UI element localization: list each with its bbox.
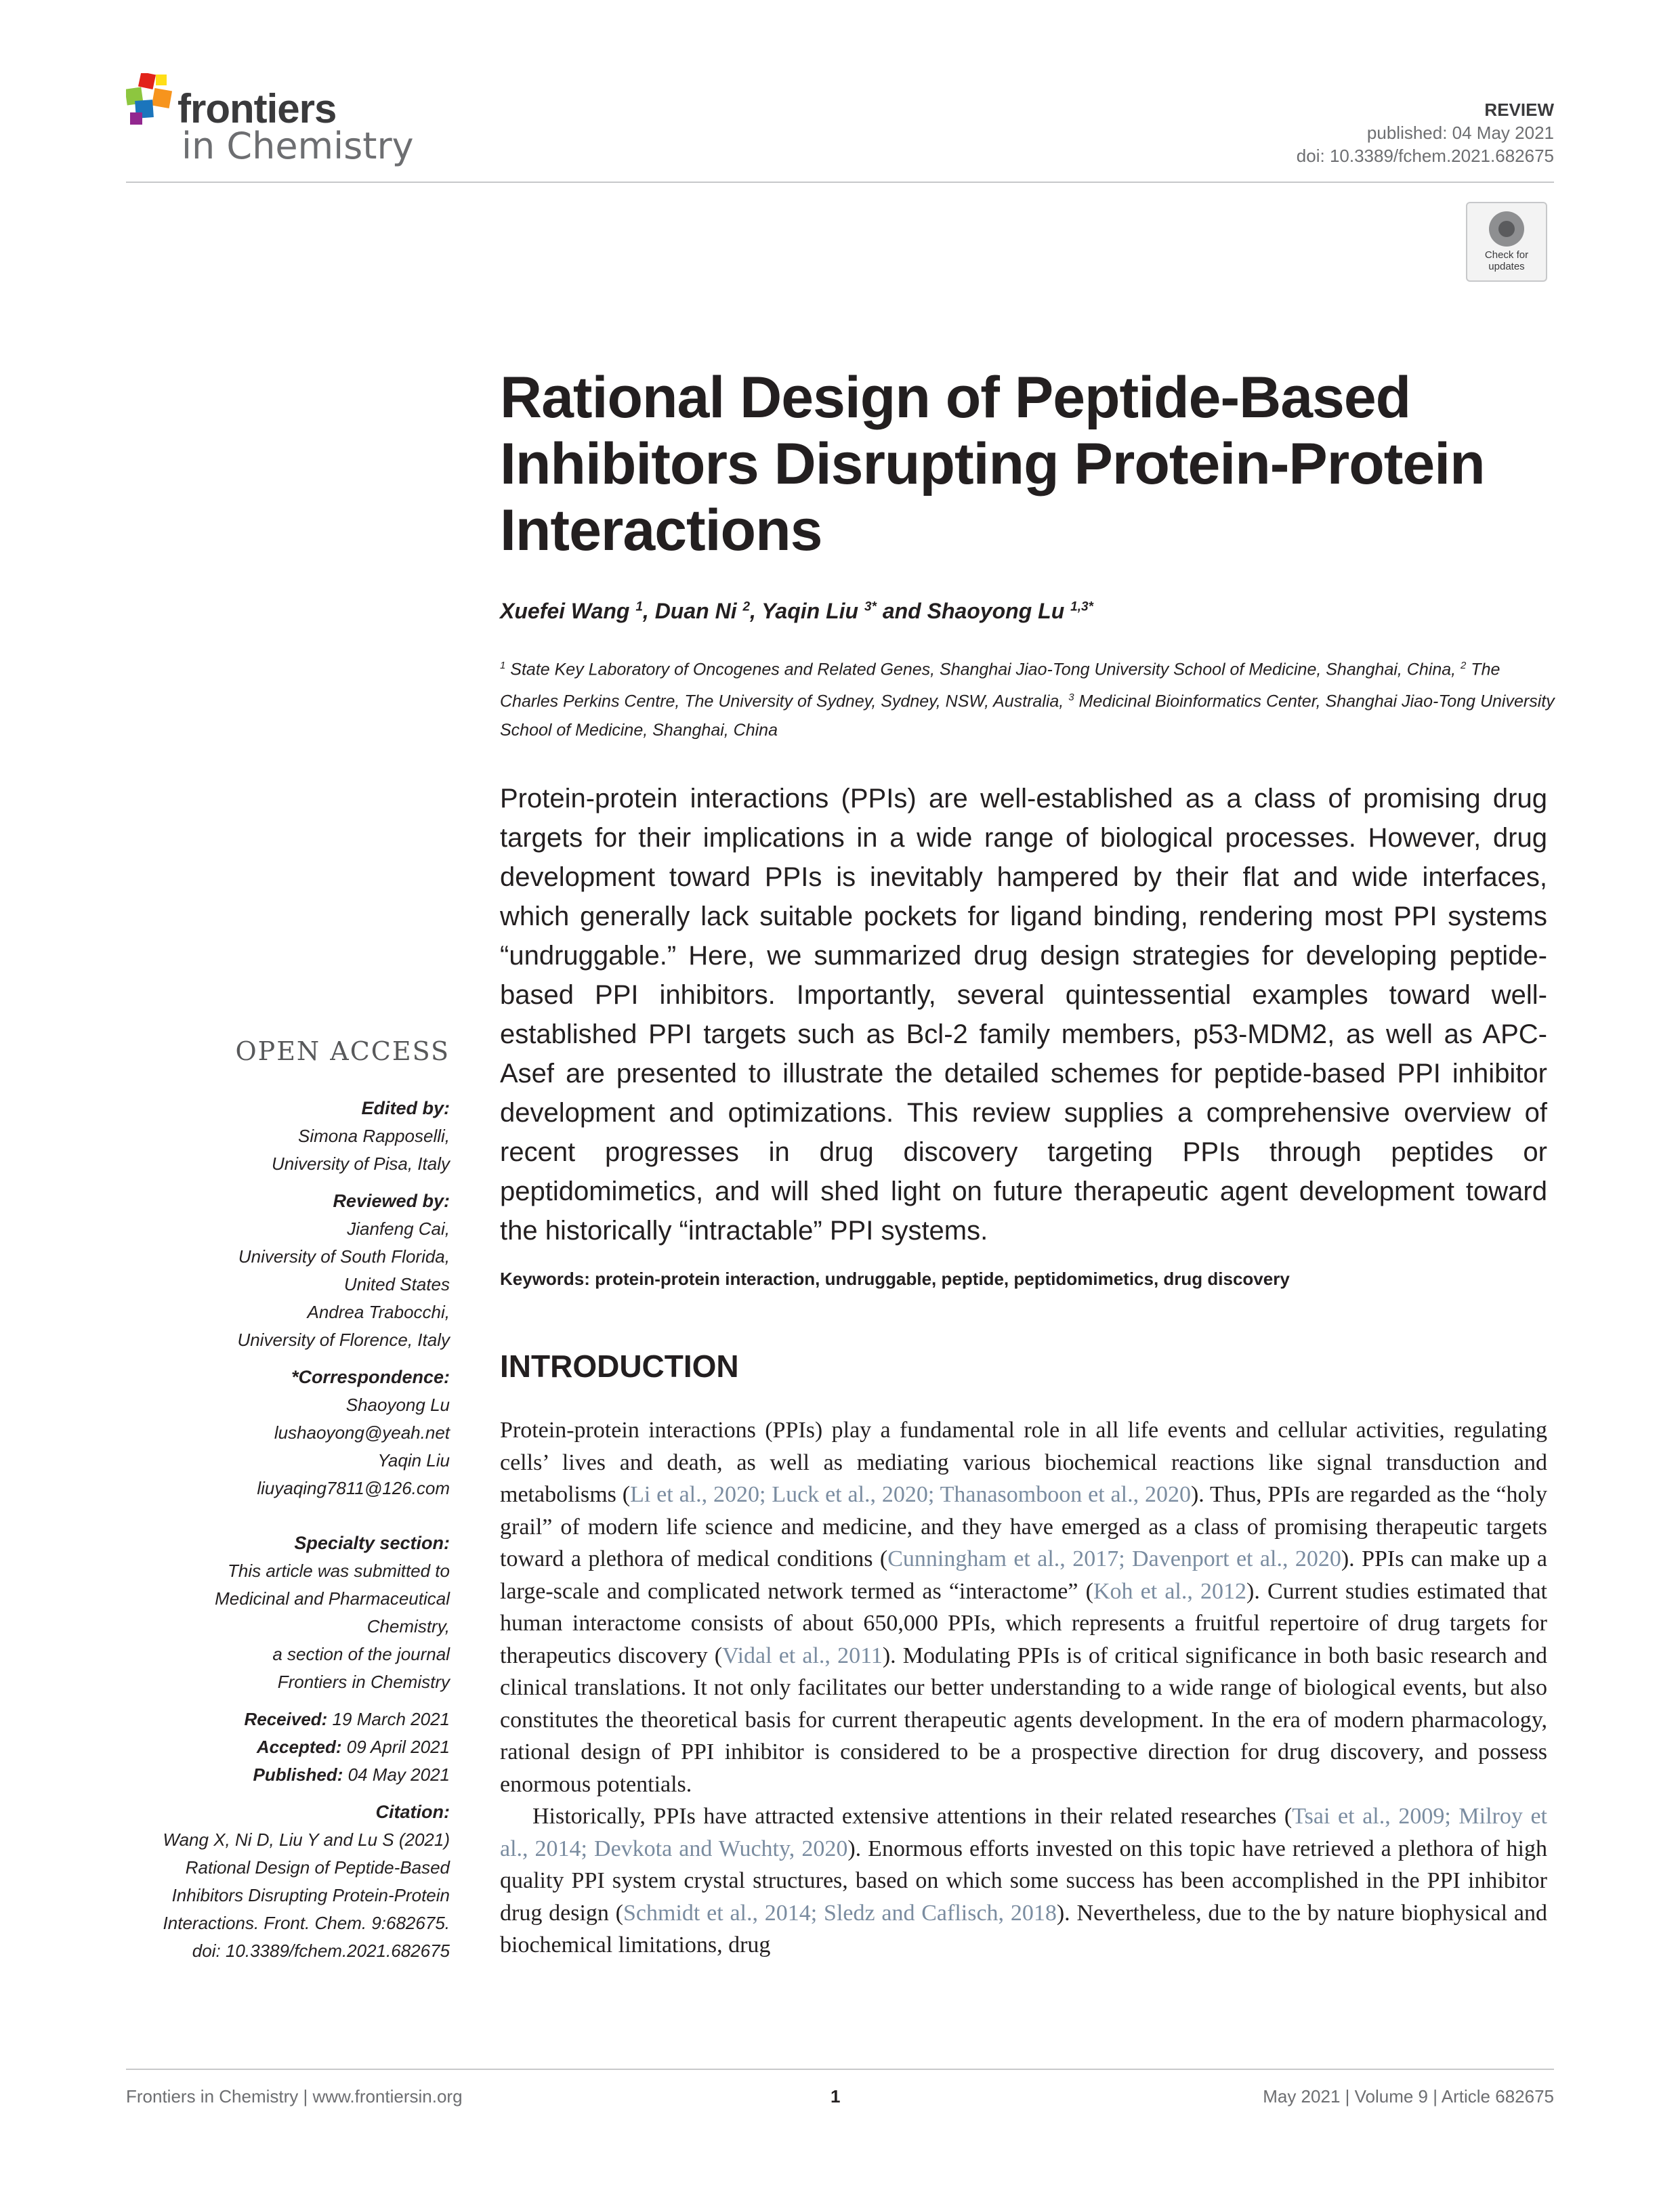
received-date: Received: 19 March 2021 [244, 1709, 450, 1729]
reference-link[interactable]: Vidal et al., 2011 [722, 1643, 883, 1668]
footer-issue-info: May 2021 | Volume 9 | Article 682675 [1263, 2086, 1554, 2107]
paragraph: Historically, PPIs have attracted extensive attentions in their related researches (Tsai et al., 2009; Milroy et al., 2014; Devkota and Wuchty, 2020). Enormous efforts invested on this topic have retrieved a plethora of high quality PPI system crystal structures, based on which some success has been accomplished in the PPI inhibitor drug design (Schmidt et al., 2014; Sledz and Caflisch, 2018). Nevertheless, due to the by nature biophysical and biochemical limitations, drug [500, 1804, 1548, 1958]
reviewer-line: University of Florence, Italy [237, 1330, 450, 1350]
correspondence-label: *Correspondence: [291, 1367, 450, 1387]
frontiers-logo-icon [126, 73, 180, 127]
section-heading-introduction: INTRODUCTION [500, 1349, 739, 1384]
article-type: REVIEW [1484, 100, 1554, 120]
reviewed-by-label: Reviewed by: [333, 1191, 450, 1211]
footer-divider [126, 2069, 1554, 2070]
reviewer-line: Jianfeng Cai, [347, 1219, 450, 1239]
affiliations: $^1$ State Key Laboratory of Oncogenes and Related Genes, Shanghai Jiao-Tong University School of Medicine, Shanghai, China, $^2$ The Charles Perkins Centre, The University of Sydney, Sydney, NSW, Australia, $^3$ Medicinal Bioinformatics Center, Shanghai Jiao-Tong University School of Medicine, Shanghai, China [500, 660, 1555, 740]
editor-line: Simona Rapposelli, [297, 1126, 450, 1146]
article-title: Rational Design of Peptide-Based Inhibitors Disrupting Protein-Protein Interactions [500, 365, 1485, 563]
specialty-line: Chemistry, [366, 1616, 450, 1636]
open-access-label: OPEN ACCESS [235, 1036, 450, 1066]
check-updates-label: Check for updates [1484, 249, 1529, 272]
page-number: 1 [831, 2086, 841, 2107]
introduction-body [500, 1414, 1547, 1962]
reviewer-line: United States [343, 1274, 450, 1294]
reference-link[interactable]: Li et al., 2020; Luck et al., 2020; Thanasomboon et al., 2020 [630, 1482, 1191, 1507]
citation-doi[interactable]: doi: 10.3389/fchem.2021.682675 [192, 1941, 450, 1961]
citation-line: Rational Design of Peptide-Based [185, 1857, 450, 1878]
reference-link[interactable]: Schmidt et al., 2014; Sledz and Caflisch, 2018 [623, 1900, 1057, 1926]
header-doi[interactable]: doi: 10.3389/fchem.2021.682675 [1296, 146, 1554, 166]
header-divider [126, 182, 1554, 183]
correspondence-name: Shaoyong Lu [345, 1395, 450, 1415]
published-date: published: 04 May 2021 [1366, 123, 1554, 143]
author-name[interactable]: Duan Ni [654, 599, 737, 623]
reference-link[interactable]: Cunningham et al., 2017; Davenport et al., 2020 [887, 1546, 1341, 1571]
correspondence-email[interactable]: liuyaqing7811@126.com [257, 1478, 450, 1498]
paragraph: Protein-protein interactions (PPIs) play a fundamental role in all life events and cellular activities, regulating cells’ lives and death, as well as mediating various biochemical reactions like signal transduction and metabolisms (Li et al., 2020; Luck et al., 2020; Thanasomboon et al., 2020). Thus, PPIs are regarded as the “holy grail” of modern life science and medicine, and they have emerged as a class of promising therapeutic targets toward a plethora of medical conditions (Cunningham et al., 2017; Davenport et al., 2020). PPIs can make up a large-scale and complicated network termed as “interactome” (Koh et al., 2012). Current studies estimated that human interactome consists of about 650,000 PPIs, which represents a fruitful repertoire of drug targets for therapeutics discovery (Vidal et al., 2011). Modulating PPIs is of critical significance in both basic research and clinical translations. It not only facilitates our better understanding to a wide range of biological events, but also constitutes the theoretical basis for current therapeutic agents development. In the era of modern pharmacology, rational design of PPI inhibitor is considered to be a prospective direction for drug discovery, and possess enormous potentials. [500, 1418, 1547, 1797]
author-list: Xuefei Wang $^1$, Duan Ni $^2$, Yaqin Liu $^{3*}$ and Shaoyong Lu $^{1,3*}$ [500, 599, 1093, 623]
edited-by-label: Edited by: [361, 1098, 450, 1118]
reference-link[interactable]: Koh et al., 2012 [1093, 1578, 1247, 1604]
reference-link[interactable]: Tsai et al., 2009; Milroy et al., 2014; Devkota and Wuchty, 2020 [500, 1804, 1548, 1861]
abstract: Protein-protein interactions (PPIs) are well-established as a class of promising drug targets for their implications in a wide range of biological processes. However, drug development toward PPIs is inevitably hampered by their flat and wide interfaces, which generally lack suitable pockets for ligand binding, rendering most PPI systems “undruggable.” Here, we summarized drug design strategies for developing peptide-based PPI inhibitors. Importantly, several quintessential examples toward well-established PPI targets such as Bcl-2 family members, p53-MDM2, as well as APC-Asef are presented to illustrate the detailed schemes for peptide-based PPI inhibitor development and optimizations. This review supplies a comprehensive overview of recent progresses in drug discovery targeting PPIs through peptides or peptidomimetics, and will shed light on future therapeutic agent development toward the historically “intractable” PPI systems. [500, 784, 1547, 1246]
author-name[interactable]: Yaqin Liu [761, 599, 859, 623]
correspondence-email[interactable]: lushaoyong@yeah.net [274, 1422, 450, 1443]
logo-wordmark-frontiers: frontiers [177, 86, 337, 131]
specialty-line: a section of the journal [272, 1644, 450, 1664]
specialty-line: Frontiers in Chemistry [277, 1672, 450, 1692]
citation-line: Inhibitors Disrupting Protein-Protein [171, 1885, 450, 1905]
correspondence-name: Yaqin Liu [377, 1450, 450, 1471]
reviewer-line: University of South Florida, [238, 1246, 450, 1267]
citation-line: Interactions. Front. Chem. 9:682675. [163, 1913, 450, 1933]
check-updates-icon [1489, 211, 1524, 247]
footer-journal-link[interactable]: Frontiers in Chemistry | www.frontiersin.org [126, 2086, 463, 2107]
logo-wordmark-journal: in Chemistry [182, 125, 414, 167]
specialty-line: Medicinal and Pharmaceutical [215, 1588, 450, 1609]
accepted-date: Accepted: 09 April 2021 [256, 1737, 450, 1757]
check-for-updates-button[interactable] [1466, 202, 1547, 282]
reviewer-line: Andrea Trabocchi, [307, 1302, 450, 1322]
citation-line: Wang X, Ni D, Liu Y and Lu S (2021) [163, 1829, 450, 1850]
specialty-line: This article was submitted to [227, 1561, 450, 1581]
article-meta-header [1297, 98, 1554, 167]
author-name[interactable]: Shaoyong Lu [927, 599, 1065, 623]
article-info-sidebar [126, 1036, 450, 1965]
keywords: Keywords: protein-protein interaction, undruggable, peptide, peptidomimetics, drug discovery [500, 1269, 1290, 1289]
citation-label: Citation: [375, 1802, 450, 1822]
editor-line: University of Pisa, Italy [272, 1154, 450, 1174]
author-name[interactable]: Xuefei Wang [500, 599, 630, 623]
specialty-section-label: Specialty section: [294, 1533, 450, 1553]
published-date-sidebar: Published: 04 May 2021 [253, 1764, 450, 1785]
